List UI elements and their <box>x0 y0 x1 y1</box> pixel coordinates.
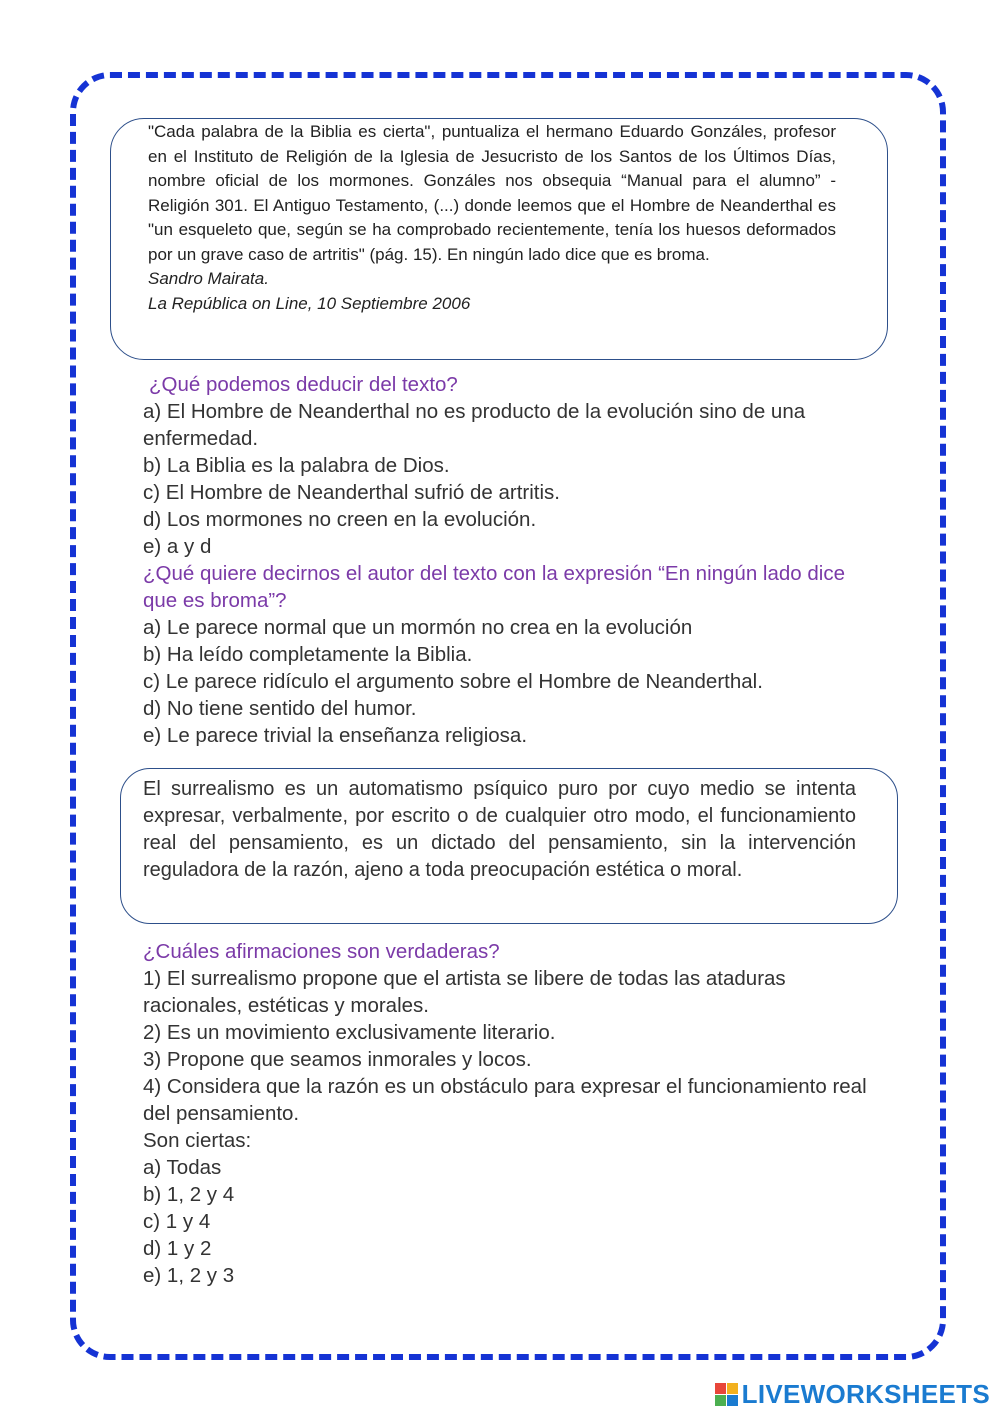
statement-4: 4) Considera que la razón es un obstáculo para expresar el funcionamiento real del pensamiento. <box>143 1075 867 1125</box>
question-1-prompt: ¿Qué podemos deducir del texto? <box>149 373 458 396</box>
statement-2: 2) Es un movimiento exclusivamente literario. <box>143 1021 556 1044</box>
question-1-option-e[interactable]: e) a y d <box>143 535 212 558</box>
question-2-option-c[interactable]: c) Le parece ridículo el argumento sobre el Hombre de Neanderthal. <box>143 670 763 693</box>
question-3-option-c[interactable]: c) 1 y 4 <box>143 1210 211 1233</box>
question-2-option-a[interactable]: a) Le parece normal que un mormón no crea en la evolución <box>143 616 693 639</box>
question-3-prompt: ¿Cuáles afirmaciones son verdaderas? <box>143 940 500 963</box>
question-3-option-e[interactable]: e) 1, 2 y 3 <box>143 1264 235 1287</box>
reading-1-source: La República on Line, 10 Septiembre 2006 <box>148 293 471 313</box>
reading-2-paragraph: El surrealismo es un automatismo psíquico puro por cuyo medio se intenta expresar, verbalmente, por escrito o de cualquier otro modo, el funcionamiento real del pensamiento, es un dictado del pensamiento, sin la intervención reguladora de la razón, ajeno a toda preocupación estética o moral. <box>143 778 856 881</box>
reading-1-author: Sandro Mairata. <box>148 269 269 288</box>
question-1-option-a[interactable]: a) El Hombre de Neanderthal no es producto de la evolución sino de una enfermedad. <box>143 400 806 450</box>
reading-text-2 <box>143 776 856 884</box>
question-3-option-b[interactable]: b) 1, 2 y 4 <box>143 1183 235 1206</box>
logo-text: LIVEWORKSHEETS <box>741 1378 990 1409</box>
question-1-option-b[interactable]: b) La Biblia es la palabra de Dios. <box>143 454 450 477</box>
question-3-lead: Son ciertas: <box>143 1129 252 1152</box>
question-3-option-d[interactable]: d) 1 y 2 <box>143 1237 212 1260</box>
statement-1: 1) El surrealismo propone que el artista se libere de todas las ataduras racionales, estéticas y morales. <box>143 967 786 1017</box>
reading-1-paragraph: "Cada palabra de la Biblia es cierta", puntualiza el hermano Eduardo Gonzáles, profesor en el Instituto de Religión de la Iglesia de Jesucristo de los Santos de los Últimos Días, nombre oficial de los mormones. Gonzáles nos obsequia “Manual para el alumno” - Religión 301. El Antiguo Testamento, (...) donde leemos que el Hombre de Neanderthal es "un esqueleto que, según se ha comprobado recientemente, tenía los huesos deformados por un grave caso de artritis" (pág. 15). En ningún lado dice que es broma. <box>148 122 836 264</box>
question-1-block <box>143 371 883 749</box>
liveworksheets-logo[interactable] <box>715 1380 990 1408</box>
logo-mark-icon <box>715 1383 738 1406</box>
question-1-option-c[interactable]: c) El Hombre de Neanderthal sufrió de artritis. <box>143 481 561 504</box>
question-2-option-d[interactable]: d) No tiene sentido del humor. <box>143 697 417 720</box>
question-3-block <box>143 938 883 1289</box>
question-2-option-e[interactable]: e) Le parece trivial la enseñanza religiosa. <box>143 724 528 747</box>
question-1-option-d[interactable]: d) Los mormones no creen en la evolución. <box>143 508 537 531</box>
question-2-prompt: ¿Qué quiere decirnos el autor del texto con la expresión “En ningún lado dice que es broma”? <box>143 562 845 612</box>
reading-text-1 <box>148 120 836 316</box>
question-2-option-b[interactable]: b) Ha leído completamente la Biblia. <box>143 643 473 666</box>
statement-3: 3) Propone que seamos inmorales y locos. <box>143 1048 532 1071</box>
question-3-option-a[interactable]: a) Todas <box>143 1156 222 1179</box>
